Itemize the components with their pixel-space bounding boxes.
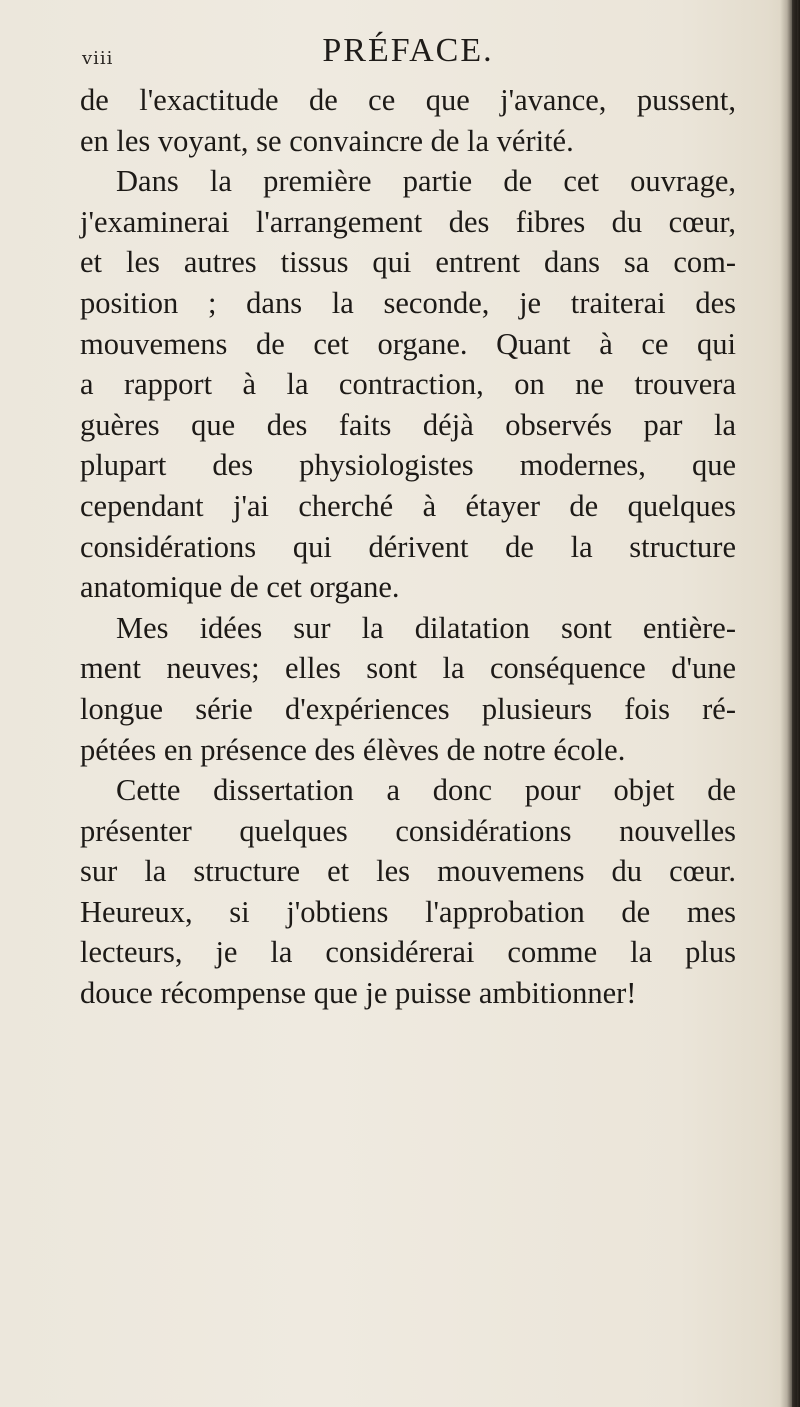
text-line: Dans la première partie de cet ouvrage, (116, 164, 736, 199)
page-binding-shadow (780, 0, 800, 1407)
text-line: de l'exactitude de ce que j'avance, pussent, (80, 83, 736, 117)
paragraph (80, 80, 736, 161)
text-line: ment neuves; elles sont la conséquence d'une (80, 651, 736, 686)
text-line: mouvemens de cet organe. Quant à ce qui (80, 326, 736, 361)
text-line: a rapport à la contraction, on ne trouvera (80, 367, 736, 402)
text-line: Mes idées sur la dilatation sont entière- (116, 610, 736, 645)
text-line: sur la structure et les mouvemens du cœur. (80, 854, 736, 889)
body-text (80, 80, 736, 1014)
text-line: Heureux, si j'obtiens l'approbation de mes (80, 894, 736, 929)
text-line: considérations qui dérivent de la structure (80, 529, 736, 564)
text-line: douce récompense que je puisse ambitionner! (80, 976, 637, 1011)
page-header (78, 32, 738, 78)
text-line: position ; dans la seconde, je traiterai des (80, 285, 736, 320)
running-title: PRÉFACE. (322, 32, 494, 69)
text-line: anatomique de cet organe. (80, 570, 400, 605)
text-line: en les voyant, se convaincre de la vérité. (80, 123, 574, 158)
page-number: viii (82, 48, 114, 69)
paragraph (80, 608, 736, 770)
text-line: pétées en présence des élèves de notre école. (80, 732, 626, 767)
text-line: longue série d'expériences plusieurs fois ré- (80, 691, 736, 726)
text-line: cependant j'ai cherché à étayer de quelques (80, 488, 736, 523)
text-line: et les autres tissus qui entrent dans sa com- (80, 245, 736, 280)
text-line: lecteurs, je la considérerai comme la plus (80, 935, 736, 970)
text-line: présenter quelques considérations nouvelles (80, 813, 736, 848)
text-line: j'examinerai l'arrangement des fibres du cœur, (80, 204, 736, 239)
paragraph (80, 770, 736, 1014)
text-line: plupart des physiologistes modernes, que (80, 448, 736, 483)
page-edge (792, 0, 797, 1407)
text-line: guères que des faits déjà observés par la (80, 407, 736, 442)
text-line: Cette dissertation a donc pour objet de (116, 773, 736, 808)
paragraph (80, 161, 736, 608)
